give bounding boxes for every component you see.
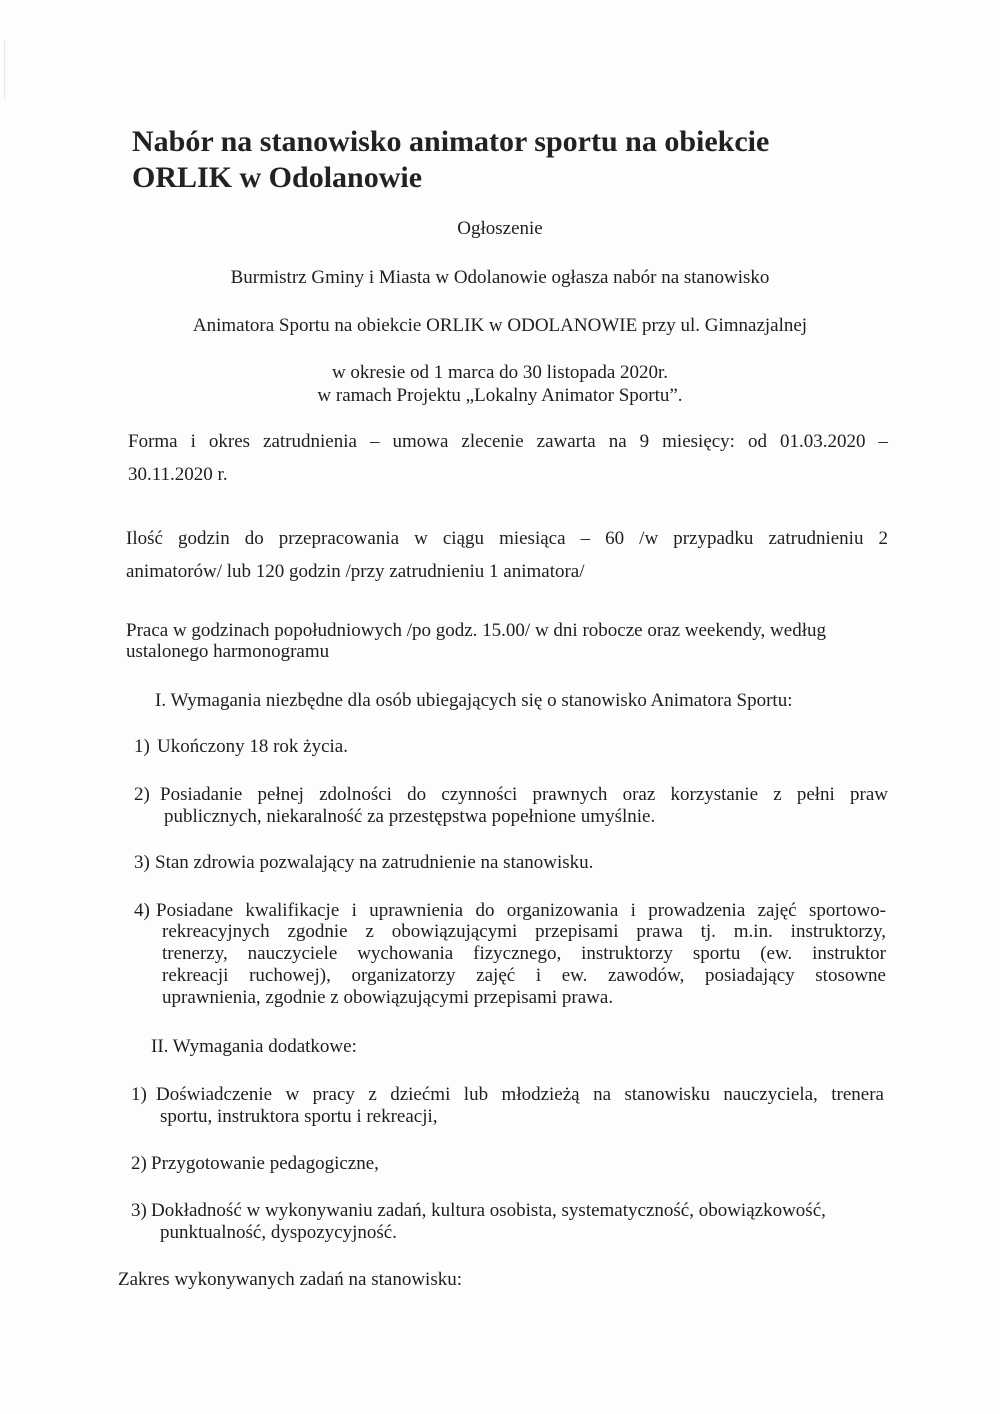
list-item-text: Ukończony 18 rok życia. [157,736,348,757]
list-item-text: punktualność, dyspozycyjność. [160,1222,397,1243]
header-line-3: w okresie od 1 marca do 30 listopada 2020r. [331,362,669,383]
list-item-text: Przygotowanie pedagogiczne, [151,1153,379,1174]
list-item-text: Stan zdrowia pozwalający na zatrudnienie na stanowisku. [155,852,594,873]
title-line-1: Nabór na stanowisko animator sportu na obiekcie [132,125,770,158]
list-item-text: rekreacyjnych zgodnie z obowiązującymi przepisami prawa tj. m.in. instruktorzy, [162,921,886,942]
employment-form-line-1: Forma i okres zatrudnienia – umowa zlecenie zawarta na 9 miesięcy: od 01.03.2020 – [128,431,888,452]
list-item-number: 3) [134,852,150,873]
hours-line-1: Ilość godzin do przepracowania w ciągu miesiąca – 60 /w przypadku zatrudnieniu 2 [126,528,888,549]
list-item-number: 2) [134,784,150,805]
announcement-label: Ogłoszenie [457,218,543,239]
section-2-heading: II. Wymagania dodatkowe: [151,1036,357,1057]
list-item-number: 3) [131,1200,147,1221]
list-item-number: 1) [134,736,150,757]
list-item-text: Posiadane kwalifikacje i uprawnienia do organizowania i prowadzenia zajęć sportowo- [156,900,886,921]
list-item-text: publicznych, niekaralność za przestępstwa popełnione umyślnie. [164,806,656,827]
employment-form-line-2: 30.11.2020 r. [128,464,228,485]
list-item-number: 1) [131,1084,147,1105]
work-hours-line-1: Praca w godzinach popołudniowych /po godz. 15.00/ w dni robocze oraz weekendy, według [126,620,826,641]
list-item-text: sportu, instruktora sportu i rekreacji, [160,1106,438,1127]
header-line-2: Animatora Sportu na obiekcie ORLIK w ODOLANOWIE przy ul. Gimnazjalnej [192,315,808,336]
list-item-text: rekreacji ruchowej), organizatorzy zajęć i ew. zawodów, posiadający stosowne [162,965,886,986]
list-item-number: 2) [131,1153,147,1174]
list-item-text: Doświadczenie w pracy z dziećmi lub młodzieżą na stanowisku nauczyciela, trenera [156,1084,884,1105]
list-item-text: Dokładność w wykonywaniu zadań, kultura osobista, systematyczność, obowiązkowość, [151,1200,826,1221]
scope-heading: Zakres wykonywanych zadań na stanowisku: [118,1269,463,1290]
title-line-2: ORLIK w Odolanowie [132,161,423,194]
hours-line-2: animatorów/ lub 120 godzin /przy zatrudnieniu 1 animatora/ [126,561,585,582]
list-item-number: 4) [134,900,150,921]
section-1-heading: I. Wymagania niezbędne dla osób ubiegających się o stanowisko Animatora Sportu: [155,690,793,711]
header-line-4: w ramach Projektu „Lokalny Animator Sportu”. [317,385,683,406]
header-line-1: Burmistrz Gminy i Miasta w Odolanowie ogłasza nabór na stanowisko [230,267,770,288]
document-title [132,124,769,196]
scan-artifact [4,40,5,100]
list-item-text: Posiadanie pełnej zdolności do czynności prawnych oraz korzystanie z pełni praw [160,784,888,805]
list-item-text: uprawnienia, zgodnie z obowiązującymi przepisami prawa. [162,987,614,1008]
work-hours-line-2: ustalonego harmonogramu [126,641,330,662]
list-item-text: trenerzy, nauczyciele wychowania fizycznego, instruktorzy sportu (ew. instruktor [162,943,886,964]
